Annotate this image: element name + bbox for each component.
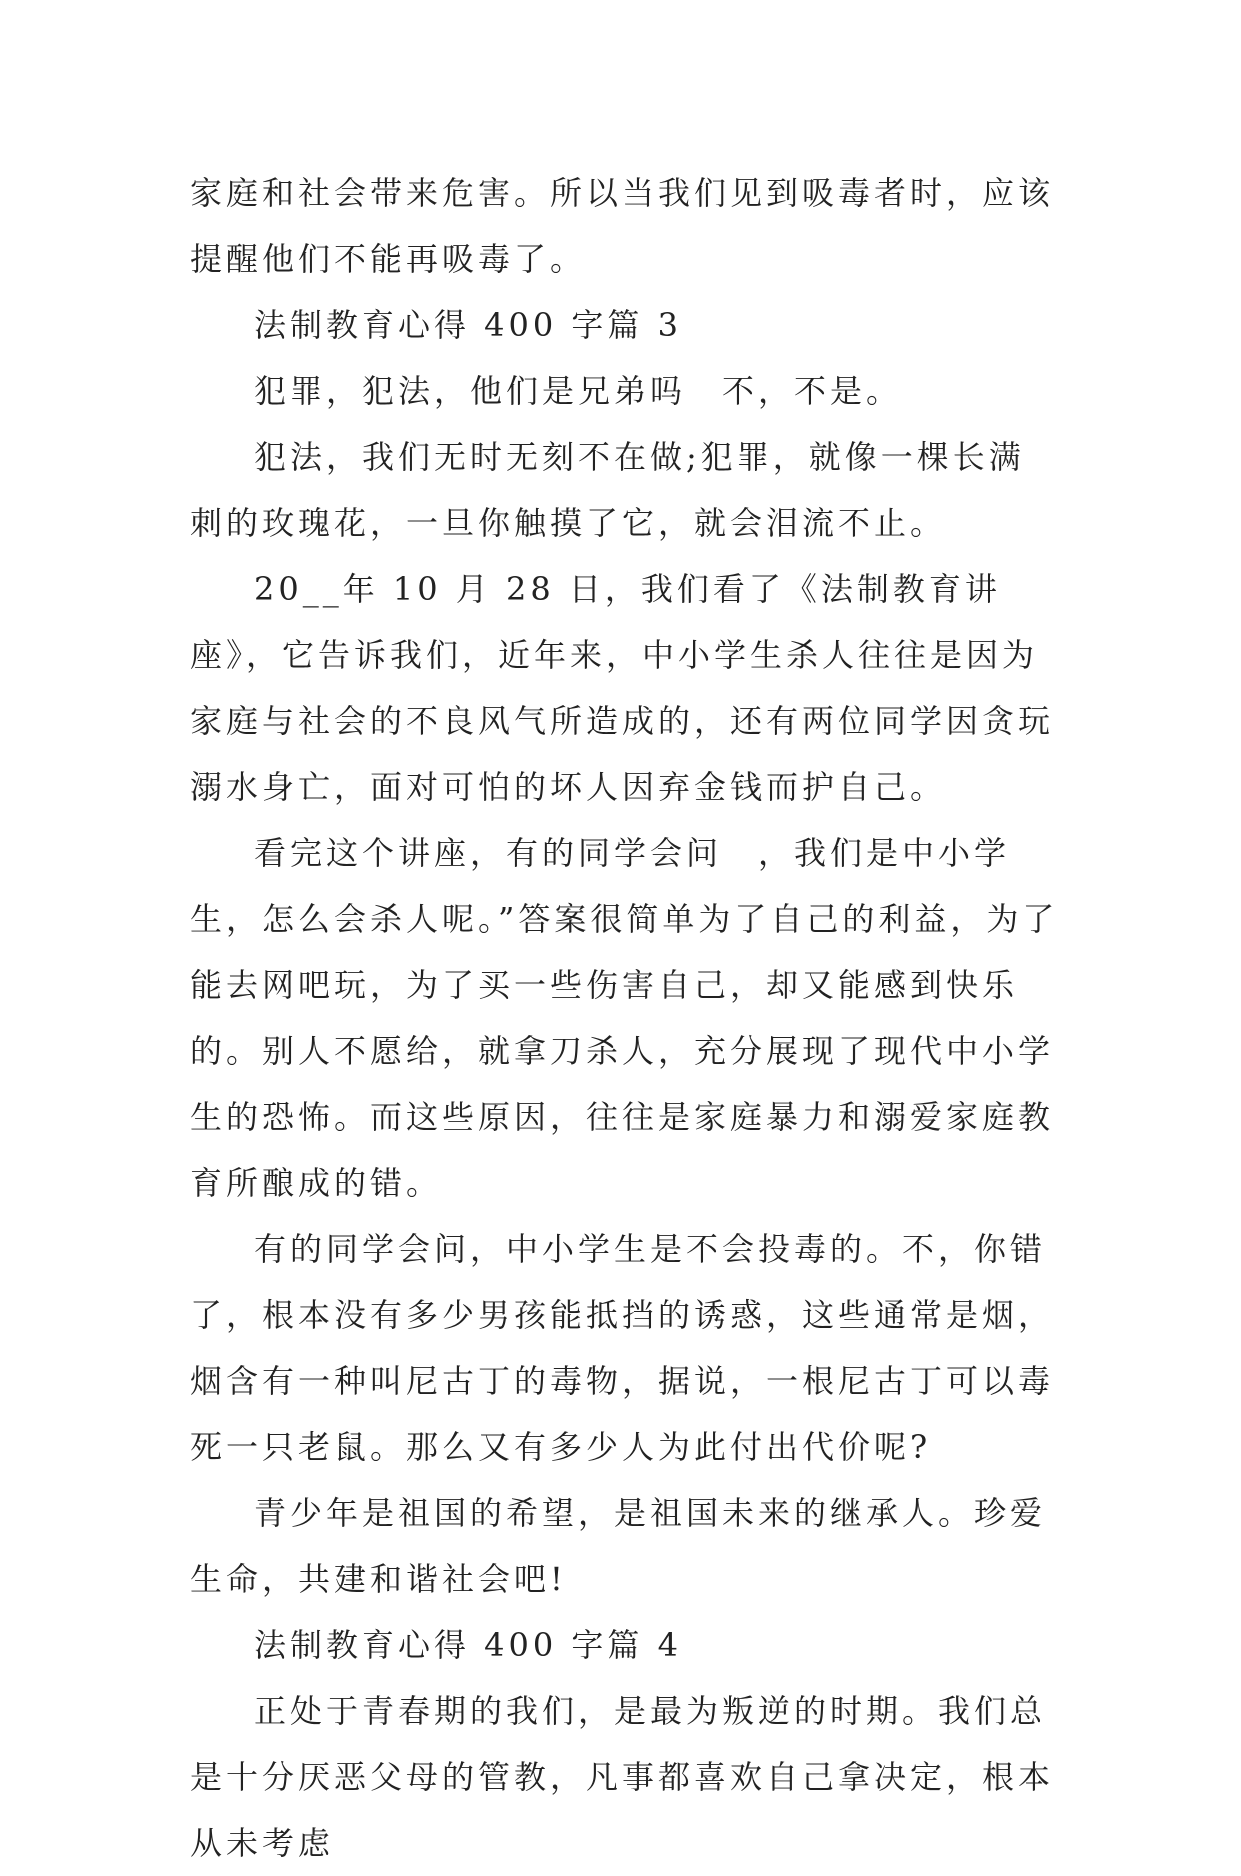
section-heading-3: 法制教育心得 400 字篇 3	[254, 306, 682, 344]
paragraph-5: 看完这个讲座，有的同学会问 ，我们是中小学生，怎么会杀人呢。”答案很简单为了自己的利益，为了能去网吧玩，为了买一些伤害自己，却又能感到快乐的。别人不愿给，就拿刀杀人，充分展现了现代中小学生的恐怖。而这些原因，往往是家庭暴力和溺爱家庭教育所酿成的错。	[190, 834, 1059, 1202]
section-heading-4: 法制教育心得 400 字篇 4	[254, 1626, 682, 1664]
paragraph-6: 有的同学会问，中小学生是不会投毒的。不，你错了，根本没有多少男孩能抵挡的诱惑，这些通常是烟，烟含有一种叫尼古丁的毒物，据说，一根尼古丁可以毒死一只老鼠。那么又有多少人为此付出代价呢?	[190, 1230, 1055, 1466]
document-page	[190, 160, 1060, 1876]
paragraph-7: 青少年是祖国的希望，是祖国未来的继承人。珍爱生命，共建和谐社会吧!	[190, 1494, 1047, 1598]
paragraph-2: 犯罪，犯法，他们是兄弟吗 不，不是。	[254, 372, 903, 410]
paragraph-8: 正处于青春期的我们，是最为叛逆的时期。我们总是十分厌恶父母的管教，凡事都喜欢自己拿决定，根本从未考虑	[190, 1692, 1055, 1862]
paragraph-4: 20__年 10 月 28 日，我们看了《法制教育讲座》，它告诉我们，近年来，中小学生杀人往往是因为家庭与社会的不良风气所造成的，还有两位同学因贪玩溺水身亡，面对可怕的坏人因弃金钱而护自己。	[190, 570, 1055, 806]
paragraph-1: 家庭和社会带来危害。所以当我们见到吸毒者时，应该提醒他们不能再吸毒了。	[190, 174, 1055, 278]
paragraph-3: 犯法，我们无时无刻不在做;犯罪，就像一棵长满刺的玫瑰花，一旦你触摸了它，就会泪流不止。	[190, 438, 1025, 542]
